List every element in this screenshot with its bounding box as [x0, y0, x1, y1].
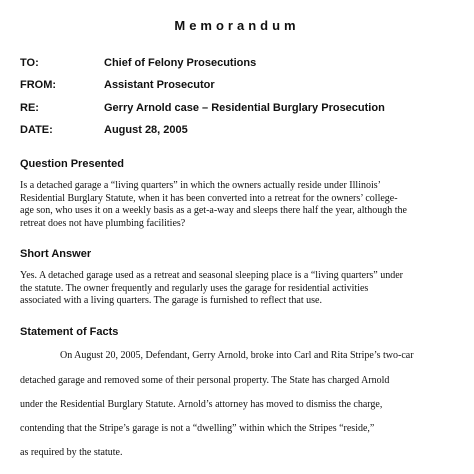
question-line: Residential Burglary Statute, when it has been converted into a retreat for the owners’ college-: [20, 192, 398, 204]
re-label: RE:: [20, 102, 39, 114]
question-line: age son, who uses it on a weekly basis as a get-a-way and sleeps there half the year, although the: [20, 205, 407, 216]
date-value: August 28, 2005: [104, 124, 188, 136]
question-paragraph: [20, 180, 450, 230]
question-heading: Question Presented: [20, 158, 124, 170]
facts-line: as required by the statute.: [20, 447, 123, 458]
short-answer-line: the statute. The owner frequently and regularly uses the garage for residential activities: [20, 282, 369, 294]
short-answer-line: Yes. A detached garage used as a retreat and seasonal sleeping place is a “living quarters” under: [20, 270, 404, 281]
facts-line: contending that the Stripe’s garage is not a “dwelling” within which the Stripes “reside,”: [20, 423, 375, 434]
to-value: Chief of Felony Prosecutions: [104, 57, 257, 69]
question-line: Is a detached garage a “living quarters” in which the owners actually reside under Illinois’: [20, 180, 381, 191]
from-value: Assistant Prosecutor: [104, 79, 215, 91]
short-answer-paragraph: [20, 270, 450, 308]
short-answer-line: associated with a living quarters. The garage is furnished to reflect that use.: [20, 295, 322, 306]
from-label: FROM:: [20, 79, 57, 91]
short-answer-heading: Short Answer: [20, 248, 92, 260]
memo-title: Memorandum: [174, 18, 300, 33]
date-label: DATE:: [20, 124, 53, 136]
facts-line: under the Residential Burglary Statute. Arnold’s attorney has moved to dismiss the charge,: [20, 399, 383, 410]
re-value: Gerry Arnold case – Residential Burglary Prosecution: [104, 102, 385, 114]
facts-line: On August 20, 2005, Defendant, Gerry Arnold, broke into Carl and Rita Stripe’s two-car: [60, 350, 414, 361]
facts-line: detached garage and removed some of their personal property. The State has charged Arnold: [20, 375, 390, 386]
question-line: retreat does not have plumbing facilities?: [20, 217, 186, 229]
to-label: TO:: [20, 57, 39, 69]
facts-heading: Statement of Facts: [20, 326, 119, 338]
